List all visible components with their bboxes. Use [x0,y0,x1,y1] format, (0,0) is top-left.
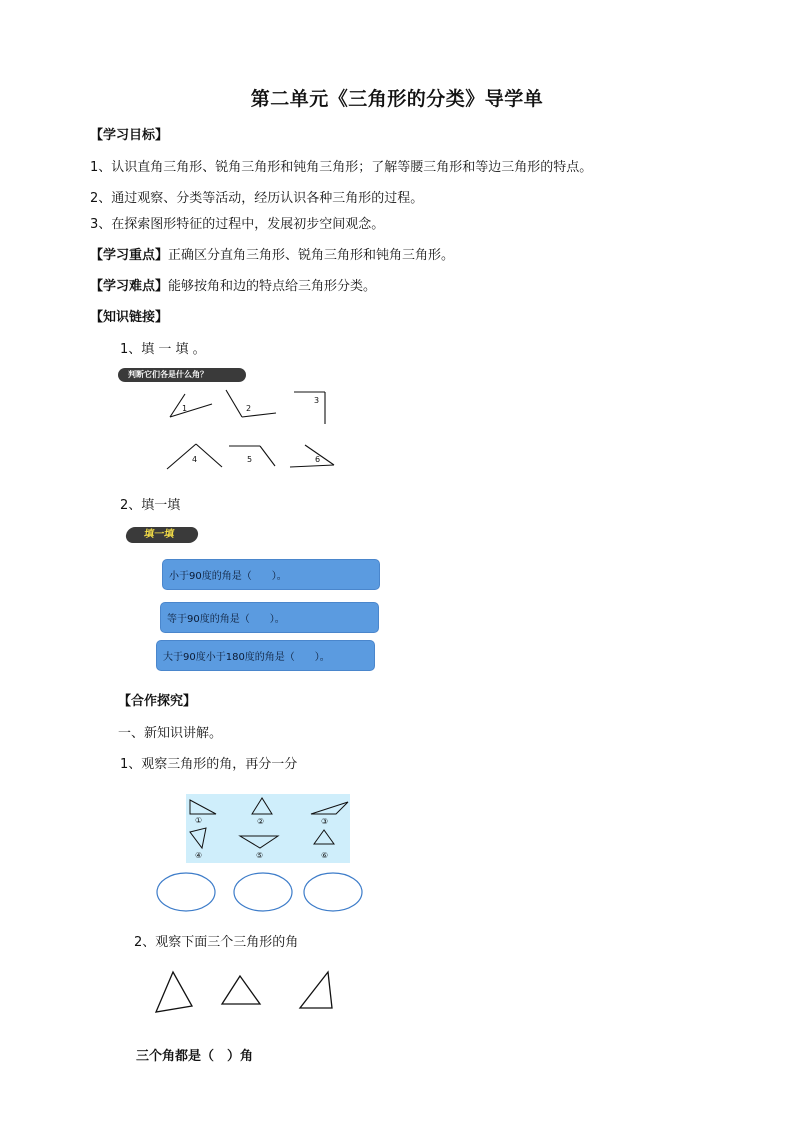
angle-6-label: 6 [315,455,321,464]
goals-heading: 【学习目标】 [90,128,169,143]
angle-figures [150,380,350,480]
explore-answer: 三个角都是（ ）角 [136,1049,254,1064]
goal-item-3: 3、在探索图形特征的过程中，发展初步空间观念。 [90,217,385,232]
triangle-5 [240,836,278,848]
sort-oval-1 [157,873,215,911]
fill-box-obtuse: 大于90度小于180度的角是（ ）。 [156,640,375,671]
key-point-label: 【学习重点】 [90,248,169,263]
fill-badge: 填一填 [125,527,199,543]
link-question-2: 2、填一填 [120,498,181,513]
triangle-6 [314,830,334,844]
difficulty-label: 【学习难点】 [90,279,169,294]
acute-triangle-2 [222,976,260,1004]
triangle-5-label: ⑤ [256,851,264,860]
triangle-1 [190,800,216,814]
explore-part-1: 一、新知识讲解。 [118,726,223,741]
triangle-4 [190,828,206,848]
angle-badge: 判断它们各是什么角？ [118,368,246,382]
triangle-6-label: ⑥ [321,851,329,860]
acute-triangle-3 [300,972,332,1008]
angle-1-label: 1 [182,404,188,413]
angle-2-label: 2 [246,404,252,413]
triangle-3-label: ③ [321,817,329,826]
goal-item-2: 2、通过观察、分类等活动，经历认识各种三角形的过程。 [90,191,424,206]
link-question-1: 1、填 一 填 。 [120,342,206,357]
explore-heading: 【合作探究】 [118,694,197,709]
page-title: 第二单元《三角形的分类》导学单 [250,88,544,110]
key-point-line [90,244,454,263]
triangle-2-label: ② [257,817,265,826]
triangle-4-label: ④ [195,851,203,860]
sorting-ovals [150,870,370,916]
acute-triangle-1 [156,972,192,1012]
triangle-3 [311,802,348,814]
angle-4-label: 4 [192,455,198,464]
triangle-2 [252,798,272,814]
angle-5-ray-b [260,446,275,466]
triangle-figures [186,794,350,863]
key-point-text: 正确区分直角三角形、锐角三角形和钝角三角形。 [168,248,455,263]
explore-question-1: 1、观察三角形的角，再分一分 [120,757,298,772]
fill-box-acute: 小于90度的角是（ ）。 [162,559,380,590]
angle-6-ray-a [290,465,334,467]
link-heading: 【知识链接】 [90,310,169,325]
explore-question-2: 2、观察下面三个三角形的角 [134,935,299,950]
angle-2-ray-a [226,390,242,417]
sort-oval-2 [234,873,292,911]
sort-oval-3 [304,873,362,911]
angle-5-label: 5 [247,455,253,464]
angle-1-ray-b [170,404,212,417]
difficulty-line [90,275,376,294]
fill-box-right: 等于90度的角是（ ）。 [160,602,379,633]
difficulty-text: 能够按角和边的特点给三角形分类。 [168,279,377,294]
triangle-1-label: ① [195,816,203,825]
goal-item-1: 1、认识直角三角形、锐角三角形和钝角三角形；了解等腰三角形和等边三角形的特点。 [90,160,593,175]
angle-4-ray-b [196,444,222,467]
angle-3-label: 3 [314,396,320,405]
angle-2-ray-b [242,413,276,417]
acute-triangle-figures [150,968,340,1016]
